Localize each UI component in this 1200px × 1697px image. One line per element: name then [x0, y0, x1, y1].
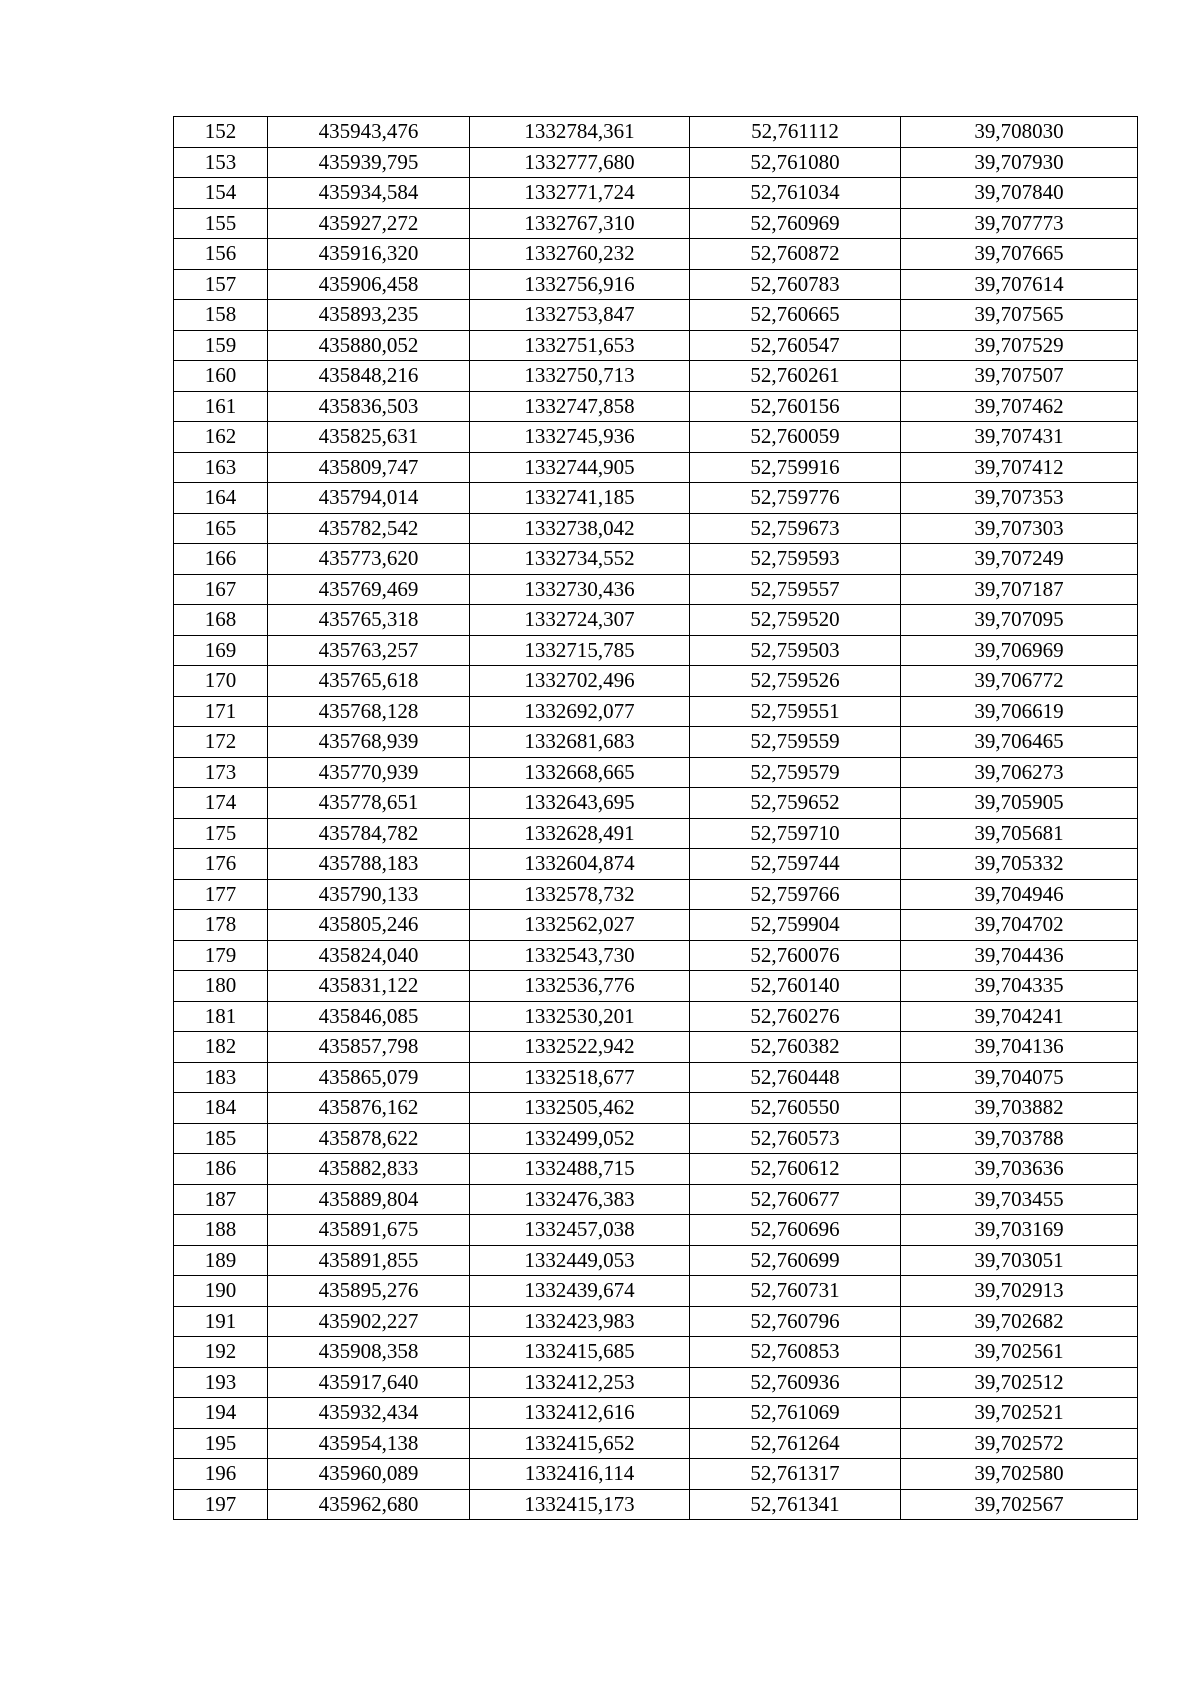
- x-coordinate-cell: 435932,434: [268, 1398, 470, 1429]
- latitude-cell: 52,759526: [690, 666, 901, 697]
- longitude-cell: 39,707565: [901, 300, 1138, 331]
- longitude-cell: 39,705332: [901, 849, 1138, 880]
- x-coordinate-cell: 435770,939: [268, 757, 470, 788]
- table-row: [174, 239, 1138, 270]
- point-number-cell: 176: [174, 849, 268, 880]
- latitude-cell: 52,760140: [690, 971, 901, 1002]
- longitude-cell: 39,704946: [901, 879, 1138, 910]
- table-row: [174, 1398, 1138, 1429]
- latitude-cell: 52,760696: [690, 1215, 901, 1246]
- x-coordinate-cell: 435916,320: [268, 239, 470, 270]
- latitude-cell: 52,760156: [690, 391, 901, 422]
- x-coordinate-cell: 435943,476: [268, 117, 470, 148]
- x-coordinate-cell: 435891,675: [268, 1215, 470, 1246]
- x-coordinate-cell: 435927,272: [268, 208, 470, 239]
- x-coordinate-cell: 435836,503: [268, 391, 470, 422]
- x-coordinate-cell: 435857,798: [268, 1032, 470, 1063]
- x-coordinate-cell: 435954,138: [268, 1428, 470, 1459]
- longitude-cell: 39,706273: [901, 757, 1138, 788]
- latitude-cell: 52,759551: [690, 696, 901, 727]
- point-number-cell: 168: [174, 605, 268, 636]
- x-coordinate-cell: 435825,631: [268, 422, 470, 453]
- point-number-cell: 158: [174, 300, 268, 331]
- coordinates-table: [173, 116, 1138, 1520]
- y-coordinate-cell: 1332488,715: [470, 1154, 690, 1185]
- longitude-cell: 39,702561: [901, 1337, 1138, 1368]
- longitude-cell: 39,707462: [901, 391, 1138, 422]
- latitude-cell: 52,760076: [690, 940, 901, 971]
- latitude-cell: 52,760969: [690, 208, 901, 239]
- x-coordinate-cell: 435805,246: [268, 910, 470, 941]
- latitude-cell: 52,761264: [690, 1428, 901, 1459]
- x-coordinate-cell: 435765,618: [268, 666, 470, 697]
- x-coordinate-cell: 435848,216: [268, 361, 470, 392]
- x-coordinate-cell: 435962,680: [268, 1489, 470, 1520]
- longitude-cell: 39,707431: [901, 422, 1138, 453]
- x-coordinate-cell: 435939,795: [268, 147, 470, 178]
- y-coordinate-cell: 1332412,616: [470, 1398, 690, 1429]
- table-row: [174, 1123, 1138, 1154]
- x-coordinate-cell: 435809,747: [268, 452, 470, 483]
- latitude-cell: 52,760612: [690, 1154, 901, 1185]
- point-number-cell: 190: [174, 1276, 268, 1307]
- longitude-cell: 39,705905: [901, 788, 1138, 819]
- table-row: [174, 300, 1138, 331]
- latitude-cell: 52,759673: [690, 513, 901, 544]
- y-coordinate-cell: 1332423,983: [470, 1306, 690, 1337]
- y-coordinate-cell: 1332751,653: [470, 330, 690, 361]
- y-coordinate-cell: 1332771,724: [470, 178, 690, 209]
- x-coordinate-cell: 435882,833: [268, 1154, 470, 1185]
- y-coordinate-cell: 1332578,732: [470, 879, 690, 910]
- y-coordinate-cell: 1332530,201: [470, 1001, 690, 1032]
- point-number-cell: 165: [174, 513, 268, 544]
- table-row: [174, 818, 1138, 849]
- point-number-cell: 179: [174, 940, 268, 971]
- longitude-cell: 39,704241: [901, 1001, 1138, 1032]
- latitude-cell: 52,759916: [690, 452, 901, 483]
- latitude-cell: 52,759904: [690, 910, 901, 941]
- table-row: [174, 1459, 1138, 1490]
- y-coordinate-cell: 1332730,436: [470, 574, 690, 605]
- point-number-cell: 166: [174, 544, 268, 575]
- longitude-cell: 39,708030: [901, 117, 1138, 148]
- latitude-cell: 52,761034: [690, 178, 901, 209]
- point-number-cell: 169: [174, 635, 268, 666]
- y-coordinate-cell: 1332756,916: [470, 269, 690, 300]
- longitude-cell: 39,702913: [901, 1276, 1138, 1307]
- y-coordinate-cell: 1332724,307: [470, 605, 690, 636]
- longitude-cell: 39,706969: [901, 635, 1138, 666]
- latitude-cell: 52,760550: [690, 1093, 901, 1124]
- y-coordinate-cell: 1332415,685: [470, 1337, 690, 1368]
- table-row: [174, 696, 1138, 727]
- latitude-cell: 52,759710: [690, 818, 901, 849]
- x-coordinate-cell: 435846,085: [268, 1001, 470, 1032]
- table-row: [174, 361, 1138, 392]
- longitude-cell: 39,703788: [901, 1123, 1138, 1154]
- latitude-cell: 52,759557: [690, 574, 901, 605]
- latitude-cell: 52,760783: [690, 269, 901, 300]
- table-row: [174, 940, 1138, 971]
- y-coordinate-cell: 1332476,383: [470, 1184, 690, 1215]
- longitude-cell: 39,702682: [901, 1306, 1138, 1337]
- y-coordinate-cell: 1332747,858: [470, 391, 690, 422]
- point-number-cell: 197: [174, 1489, 268, 1520]
- point-number-cell: 167: [174, 574, 268, 605]
- point-number-cell: 189: [174, 1245, 268, 1276]
- latitude-cell: 52,759652: [690, 788, 901, 819]
- point-number-cell: 160: [174, 361, 268, 392]
- point-number-cell: 188: [174, 1215, 268, 1246]
- longitude-cell: 39,704702: [901, 910, 1138, 941]
- table-row: [174, 605, 1138, 636]
- table-row: [174, 422, 1138, 453]
- latitude-cell: 52,760276: [690, 1001, 901, 1032]
- table-row: [174, 1428, 1138, 1459]
- table-row: [174, 1154, 1138, 1185]
- longitude-cell: 39,703455: [901, 1184, 1138, 1215]
- point-number-cell: 178: [174, 910, 268, 941]
- x-coordinate-cell: 435906,458: [268, 269, 470, 300]
- latitude-cell: 52,759766: [690, 879, 901, 910]
- latitude-cell: 52,759559: [690, 727, 901, 758]
- longitude-cell: 39,707930: [901, 147, 1138, 178]
- table-row: [174, 1001, 1138, 1032]
- x-coordinate-cell: 435782,542: [268, 513, 470, 544]
- longitude-cell: 39,702567: [901, 1489, 1138, 1520]
- longitude-cell: 39,706619: [901, 696, 1138, 727]
- longitude-cell: 39,707773: [901, 208, 1138, 239]
- longitude-cell: 39,707187: [901, 574, 1138, 605]
- table-row: [174, 1489, 1138, 1520]
- table-row: [174, 635, 1138, 666]
- x-coordinate-cell: 435880,052: [268, 330, 470, 361]
- latitude-cell: 52,760731: [690, 1276, 901, 1307]
- latitude-cell: 52,760936: [690, 1367, 901, 1398]
- y-coordinate-cell: 1332518,677: [470, 1062, 690, 1093]
- longitude-cell: 39,707412: [901, 452, 1138, 483]
- table-row: [174, 544, 1138, 575]
- y-coordinate-cell: 1332784,361: [470, 117, 690, 148]
- point-number-cell: 162: [174, 422, 268, 453]
- point-number-cell: 182: [174, 1032, 268, 1063]
- latitude-cell: 52,760261: [690, 361, 901, 392]
- point-number-cell: 193: [174, 1367, 268, 1398]
- x-coordinate-cell: 435784,782: [268, 818, 470, 849]
- point-number-cell: 191: [174, 1306, 268, 1337]
- y-coordinate-cell: 1332449,053: [470, 1245, 690, 1276]
- point-number-cell: 156: [174, 239, 268, 270]
- y-coordinate-cell: 1332738,042: [470, 513, 690, 544]
- point-number-cell: 192: [174, 1337, 268, 1368]
- latitude-cell: 52,760547: [690, 330, 901, 361]
- point-number-cell: 187: [174, 1184, 268, 1215]
- x-coordinate-cell: 435824,040: [268, 940, 470, 971]
- point-number-cell: 194: [174, 1398, 268, 1429]
- y-coordinate-cell: 1332562,027: [470, 910, 690, 941]
- y-coordinate-cell: 1332744,905: [470, 452, 690, 483]
- y-coordinate-cell: 1332415,652: [470, 1428, 690, 1459]
- y-coordinate-cell: 1332604,874: [470, 849, 690, 880]
- point-number-cell: 164: [174, 483, 268, 514]
- x-coordinate-cell: 435889,804: [268, 1184, 470, 1215]
- point-number-cell: 181: [174, 1001, 268, 1032]
- point-number-cell: 174: [174, 788, 268, 819]
- y-coordinate-cell: 1332692,077: [470, 696, 690, 727]
- table-row: [174, 1337, 1138, 1368]
- x-coordinate-cell: 435876,162: [268, 1093, 470, 1124]
- table-row: [174, 1032, 1138, 1063]
- x-coordinate-cell: 435902,227: [268, 1306, 470, 1337]
- point-number-cell: 186: [174, 1154, 268, 1185]
- x-coordinate-cell: 435917,640: [268, 1367, 470, 1398]
- latitude-cell: 52,761341: [690, 1489, 901, 1520]
- point-number-cell: 185: [174, 1123, 268, 1154]
- latitude-cell: 52,759593: [690, 544, 901, 575]
- longitude-cell: 39,704436: [901, 940, 1138, 971]
- table-row: [174, 788, 1138, 819]
- x-coordinate-cell: 435878,622: [268, 1123, 470, 1154]
- y-coordinate-cell: 1332702,496: [470, 666, 690, 697]
- latitude-cell: 52,761317: [690, 1459, 901, 1490]
- latitude-cell: 52,761069: [690, 1398, 901, 1429]
- y-coordinate-cell: 1332543,730: [470, 940, 690, 971]
- longitude-cell: 39,702572: [901, 1428, 1138, 1459]
- x-coordinate-cell: 435794,014: [268, 483, 470, 514]
- point-number-cell: 177: [174, 879, 268, 910]
- longitude-cell: 39,703636: [901, 1154, 1138, 1185]
- x-coordinate-cell: 435908,358: [268, 1337, 470, 1368]
- y-coordinate-cell: 1332753,847: [470, 300, 690, 331]
- latitude-cell: 52,760853: [690, 1337, 901, 1368]
- latitude-cell: 52,759744: [690, 849, 901, 880]
- point-number-cell: 154: [174, 178, 268, 209]
- table-row: [174, 1062, 1138, 1093]
- longitude-cell: 39,707249: [901, 544, 1138, 575]
- y-coordinate-cell: 1332750,713: [470, 361, 690, 392]
- longitude-cell: 39,705681: [901, 818, 1138, 849]
- latitude-cell: 52,760382: [690, 1032, 901, 1063]
- longitude-cell: 39,707303: [901, 513, 1138, 544]
- table-row: [174, 1215, 1138, 1246]
- x-coordinate-cell: 435768,128: [268, 696, 470, 727]
- latitude-cell: 52,759579: [690, 757, 901, 788]
- longitude-cell: 39,707614: [901, 269, 1138, 300]
- table-row: [174, 483, 1138, 514]
- y-coordinate-cell: 1332777,680: [470, 147, 690, 178]
- longitude-cell: 39,707529: [901, 330, 1138, 361]
- table-row: [174, 910, 1138, 941]
- point-number-cell: 175: [174, 818, 268, 849]
- longitude-cell: 39,703882: [901, 1093, 1138, 1124]
- x-coordinate-cell: 435765,318: [268, 605, 470, 636]
- point-number-cell: 163: [174, 452, 268, 483]
- x-coordinate-cell: 435831,122: [268, 971, 470, 1002]
- longitude-cell: 39,702512: [901, 1367, 1138, 1398]
- table-row: [174, 1093, 1138, 1124]
- x-coordinate-cell: 435960,089: [268, 1459, 470, 1490]
- point-number-cell: 183: [174, 1062, 268, 1093]
- table-row: [174, 879, 1138, 910]
- latitude-cell: 52,761080: [690, 147, 901, 178]
- longitude-cell: 39,703051: [901, 1245, 1138, 1276]
- table-row: [174, 513, 1138, 544]
- table-row: [174, 391, 1138, 422]
- longitude-cell: 39,704136: [901, 1032, 1138, 1063]
- x-coordinate-cell: 435934,584: [268, 178, 470, 209]
- y-coordinate-cell: 1332741,185: [470, 483, 690, 514]
- longitude-cell: 39,704335: [901, 971, 1138, 1002]
- longitude-cell: 39,706465: [901, 727, 1138, 758]
- latitude-cell: 52,761112: [690, 117, 901, 148]
- longitude-cell: 39,702521: [901, 1398, 1138, 1429]
- latitude-cell: 52,760665: [690, 300, 901, 331]
- point-number-cell: 161: [174, 391, 268, 422]
- table-row: [174, 574, 1138, 605]
- table-row: [174, 1367, 1138, 1398]
- latitude-cell: 52,760677: [690, 1184, 901, 1215]
- y-coordinate-cell: 1332522,942: [470, 1032, 690, 1063]
- y-coordinate-cell: 1332412,253: [470, 1367, 690, 1398]
- table-row: [174, 452, 1138, 483]
- point-number-cell: 180: [174, 971, 268, 1002]
- y-coordinate-cell: 1332767,310: [470, 208, 690, 239]
- table-row: [174, 1184, 1138, 1215]
- coordinates-table-body: [174, 117, 1138, 1520]
- table-row: [174, 849, 1138, 880]
- x-coordinate-cell: 435790,133: [268, 879, 470, 910]
- latitude-cell: 52,760872: [690, 239, 901, 270]
- latitude-cell: 52,760796: [690, 1306, 901, 1337]
- y-coordinate-cell: 1332745,936: [470, 422, 690, 453]
- y-coordinate-cell: 1332457,038: [470, 1215, 690, 1246]
- table-row: [174, 117, 1138, 148]
- x-coordinate-cell: 435778,651: [268, 788, 470, 819]
- point-number-cell: 159: [174, 330, 268, 361]
- latitude-cell: 52,760699: [690, 1245, 901, 1276]
- point-number-cell: 173: [174, 757, 268, 788]
- table-row: [174, 757, 1138, 788]
- latitude-cell: 52,759520: [690, 605, 901, 636]
- y-coordinate-cell: 1332681,683: [470, 727, 690, 758]
- x-coordinate-cell: 435865,079: [268, 1062, 470, 1093]
- x-coordinate-cell: 435891,855: [268, 1245, 470, 1276]
- latitude-cell: 52,759503: [690, 635, 901, 666]
- x-coordinate-cell: 435895,276: [268, 1276, 470, 1307]
- point-number-cell: 152: [174, 117, 268, 148]
- table-row: [174, 971, 1138, 1002]
- latitude-cell: 52,759776: [690, 483, 901, 514]
- x-coordinate-cell: 435769,469: [268, 574, 470, 605]
- y-coordinate-cell: 1332536,776: [470, 971, 690, 1002]
- y-coordinate-cell: 1332499,052: [470, 1123, 690, 1154]
- table-row: [174, 330, 1138, 361]
- table-row: [174, 208, 1138, 239]
- point-number-cell: 184: [174, 1093, 268, 1124]
- y-coordinate-cell: 1332415,173: [470, 1489, 690, 1520]
- table-row: [174, 1245, 1138, 1276]
- longitude-cell: 39,707095: [901, 605, 1138, 636]
- y-coordinate-cell: 1332715,785: [470, 635, 690, 666]
- latitude-cell: 52,760448: [690, 1062, 901, 1093]
- x-coordinate-cell: 435768,939: [268, 727, 470, 758]
- table-row: [174, 1306, 1138, 1337]
- table-row: [174, 269, 1138, 300]
- point-number-cell: 155: [174, 208, 268, 239]
- point-number-cell: 195: [174, 1428, 268, 1459]
- y-coordinate-cell: 1332628,491: [470, 818, 690, 849]
- x-coordinate-cell: 435893,235: [268, 300, 470, 331]
- longitude-cell: 39,704075: [901, 1062, 1138, 1093]
- longitude-cell: 39,703169: [901, 1215, 1138, 1246]
- x-coordinate-cell: 435788,183: [268, 849, 470, 880]
- table-row: [174, 1276, 1138, 1307]
- longitude-cell: 39,706772: [901, 666, 1138, 697]
- table-row: [174, 666, 1138, 697]
- point-number-cell: 196: [174, 1459, 268, 1490]
- y-coordinate-cell: 1332760,232: [470, 239, 690, 270]
- y-coordinate-cell: 1332734,552: [470, 544, 690, 575]
- x-coordinate-cell: 435763,257: [268, 635, 470, 666]
- latitude-cell: 52,760059: [690, 422, 901, 453]
- point-number-cell: 170: [174, 666, 268, 697]
- point-number-cell: 172: [174, 727, 268, 758]
- longitude-cell: 39,707840: [901, 178, 1138, 209]
- point-number-cell: 153: [174, 147, 268, 178]
- longitude-cell: 39,702580: [901, 1459, 1138, 1490]
- y-coordinate-cell: 1332668,665: [470, 757, 690, 788]
- y-coordinate-cell: 1332505,462: [470, 1093, 690, 1124]
- longitude-cell: 39,707353: [901, 483, 1138, 514]
- y-coordinate-cell: 1332643,695: [470, 788, 690, 819]
- table-row: [174, 727, 1138, 758]
- latitude-cell: 52,760573: [690, 1123, 901, 1154]
- point-number-cell: 171: [174, 696, 268, 727]
- point-number-cell: 157: [174, 269, 268, 300]
- table-row: [174, 147, 1138, 178]
- y-coordinate-cell: 1332439,674: [470, 1276, 690, 1307]
- x-coordinate-cell: 435773,620: [268, 544, 470, 575]
- y-coordinate-cell: 1332416,114: [470, 1459, 690, 1490]
- longitude-cell: 39,707507: [901, 361, 1138, 392]
- table-row: [174, 178, 1138, 209]
- longitude-cell: 39,707665: [901, 239, 1138, 270]
